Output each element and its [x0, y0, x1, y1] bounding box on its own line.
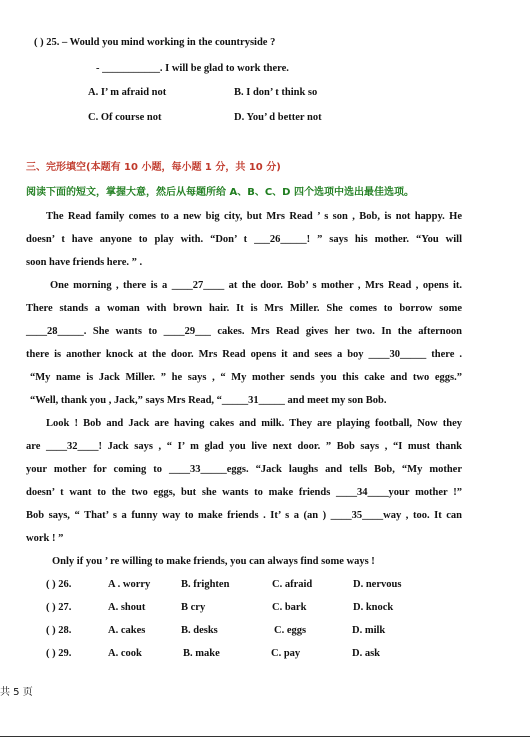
passage-line: “My name is Jack Miller. ” he says , “ My mother sends you this cake and two eggs.” — [30, 372, 462, 383]
option-c: C. pay — [271, 648, 301, 659]
question-number: ( ) 29. — [46, 648, 72, 659]
q25-option-b: B. I don’ t think so — [234, 87, 318, 98]
option-c: C. bark — [272, 602, 307, 613]
passage-line: are ____32____! Jack says , “ I’ m glad you live next door. ” Bob says , “I must thank — [26, 441, 462, 452]
passage-line: The Read family comes to a new big city, but Mrs Read ’ s son , Bob, is not happy. He — [46, 211, 462, 222]
passage-line: Look ! Bob and Jack are having cakes and milk. They are playing football, Now they — [46, 418, 462, 429]
option-d: D. knock — [353, 602, 394, 613]
section-heading: 三、完形填空(本题有 10 小题，每小题 1 分，共 10 分) — [26, 162, 281, 173]
passage-line: work ! ” — [26, 533, 64, 544]
passage-line: “Well, thank you , Jack,” says Mrs Read, “_____31_____ and meet my son Bob. — [30, 395, 387, 406]
question-number: ( ) 27. — [46, 602, 72, 613]
question-number: ( ) 26. — [46, 579, 72, 590]
passage-line: One morning , there is a ____27____ at the door. Bob’ s mother , Mrs Read , opens it. — [50, 280, 462, 291]
page-footer: 共 5 页 — [0, 687, 33, 698]
passage-line: ____28_____. She wants to ____29___ cakes. Mrs Read gives her two. In the afternoon — [26, 326, 462, 337]
option-b: B. desks — [181, 625, 218, 636]
option-b: B cry — [181, 602, 206, 613]
passage-line: Only if you ’ re willing to make friends, you can always find some ways ! — [52, 556, 375, 567]
q25-option-d: D. You’ d better not — [234, 112, 322, 123]
q25-reply: - ___________. I will be glad to work there. — [96, 63, 289, 74]
passage-line: your mother for coming to ____33_____eggs. “Jack laughs and tells Bob, “My mother — [26, 464, 462, 475]
option-d: D. nervous — [353, 579, 402, 590]
q25-option-c: C. Of course not — [88, 112, 162, 123]
q25-stem: ( ) 25. – Would you mind working in the countryside ? — [34, 37, 276, 48]
option-a: A. cook — [108, 648, 142, 659]
option-c: C. afraid — [272, 579, 313, 590]
option-a: A. shout — [108, 602, 146, 613]
passage-line: Bob says, “ That’ s a funny way to make friends . It’ s a (an ) ____35____way , too. It can — [26, 510, 462, 521]
option-b: B. frighten — [181, 579, 230, 590]
option-d: D. ask — [352, 648, 381, 659]
passage-line: soon have friends here. ” . — [26, 257, 143, 268]
question-number: ( ) 28. — [46, 625, 72, 636]
option-b: B. make — [183, 648, 220, 659]
q25-option-a: A. I’ m afraid not — [88, 87, 167, 98]
option-d: D. milk — [352, 625, 386, 636]
section-instruction: 阅读下面的短文，掌握大意，然后从每题所给 A、B、C、D 四个选项中选出最佳选项。 — [26, 187, 414, 198]
option-a: A . worry — [108, 579, 151, 590]
passage-line: There stands a woman with brown hair. It is Mrs Miller. She comes to borrow some — [26, 303, 462, 314]
passage-line: doesn’ t want to the two eggs, but she wants to make friends ____34____your mother !” — [26, 487, 462, 498]
passage-line: there is another knock at the door. Mrs Read opens it and sees a boy ____30_____ there . — [26, 349, 462, 360]
passage-line: doesn’ t have anyone to play with. “Don’ t ___26_____! ” says his mother. “You will — [26, 234, 462, 245]
option-c: C. eggs — [274, 625, 307, 636]
footer-divider — [0, 736, 530, 737]
option-a: A. cakes — [108, 625, 146, 636]
